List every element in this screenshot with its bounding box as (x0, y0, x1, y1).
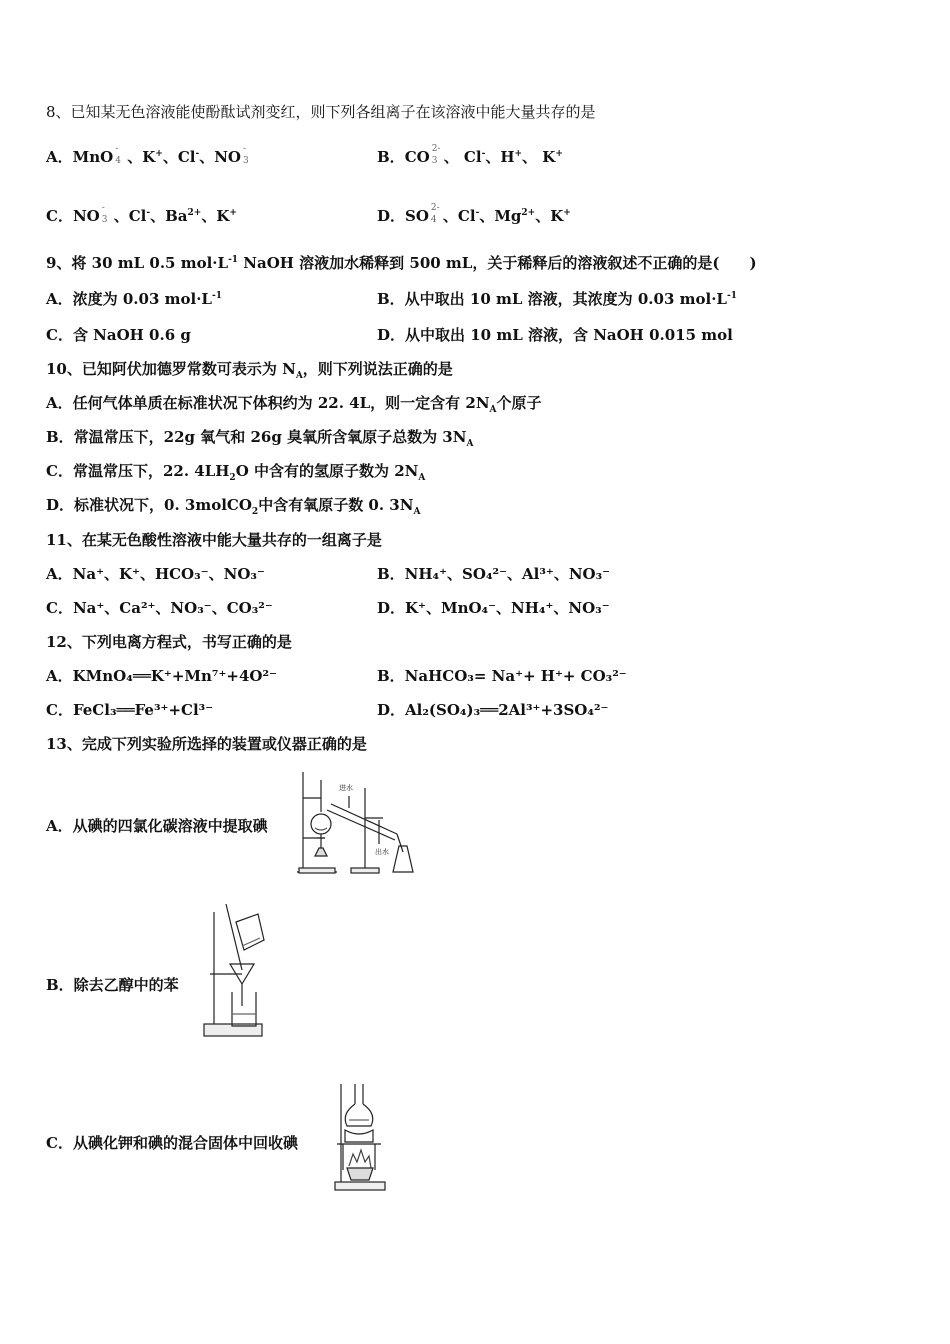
sublimation-apparatus-figure (333, 1080, 389, 1192)
q12-option-b[interactable]: B．NaHCO₃= Na⁺+ H⁺+ CO₃²⁻ (377, 667, 627, 685)
water-in-label: 进水 (339, 784, 353, 792)
q9-option-a[interactable]: A．浓度为 0.03 $mol\cdot L^{-1}$ (46, 290, 222, 308)
water-out-label: 出水 (375, 848, 389, 856)
q13-stem: 13、完成下列实验所选择的装置或仪器正确的是 (46, 735, 367, 753)
distillation-apparatus-figure (295, 768, 415, 876)
q10-option-c[interactable]: C．常温常压下，22. $4LH_2O$ 中含有的氢原子数为 $2N_A$ (46, 462, 426, 483)
q8-option-b[interactable]: B．CO 2- 3 、 Cl-、H+、 K+ (377, 144, 563, 166)
q12-option-d[interactable]: D．Al₂(SO₄)₃══2Al³⁺+3SO₄²⁻ (377, 701, 609, 719)
q8-stem: 8、已知某无色溶液能使酚酞试剂变红，则下列各组离子在该溶液中能大量共存的是 (46, 103, 596, 121)
q10-option-a[interactable]: A．任何气体单质在标准状况下体积约为 22. 4L，则一定含有 $2N_A$个原子 (46, 394, 542, 415)
q11-stem: 11、在某无色酸性溶液中能大量共存的一组离子是 (46, 531, 382, 549)
q8-option-c[interactable]: C．NO - 3 、Cl-、$Ba^{2+}$、K+ (46, 203, 237, 225)
q9-option-c[interactable]: C．含 NaOH 0.6 g (46, 326, 191, 344)
q10-option-b[interactable]: B．常温常压下，22g 氧气和 26g 臭氧所含氧原子总数为 $3N_A$ (46, 428, 474, 449)
q12-option-a[interactable]: A．KMnO₄══K⁺+Mn⁷⁺+4O²⁻ (46, 667, 277, 685)
q11-option-c[interactable]: C．Na⁺、Ca²⁺、NO₃⁻、CO₃²⁻ (46, 599, 273, 617)
q13-option-a[interactable]: A．从碘的四氯化碳溶液中提取碘 (46, 817, 268, 835)
q13-option-b[interactable]: B．除去乙醇中的苯 (46, 976, 179, 994)
q10-stem: 10、已知阿伏加德罗常数可表示为 $N_A$，则下列说法正确的是 (46, 360, 453, 381)
q9-stem: 9、将 30 mL 0.5 $mol\cdot L^{-1}$ NaOH 溶液加水稀释到 500 mL，关于稀释后的溶液叙述不正确的是( ) (46, 254, 757, 272)
q9-option-b[interactable]: B．从中取出 10 mL 溶液，其浓度为 0.03 $mol\cdot L^{-1}$ (377, 290, 737, 308)
q8-option-a[interactable]: A．MnO - 4 、K+、Cl-、NO - 3 (46, 144, 249, 166)
q12-stem: 12、下列电离方程式，书写正确的是 (46, 633, 292, 651)
q10-option-d[interactable]: D．标准状况下，0. 3molCO$_2$中含有氧原子数 0. $3N_A$ (46, 496, 421, 517)
q9-option-d[interactable]: D．从中取出 10 mL 溶液，含 NaOH 0.015 mol (377, 326, 733, 344)
q11-option-b[interactable]: B．NH₄⁺、SO₄²⁻、Al³⁺、NO₃⁻ (377, 565, 611, 583)
q8-option-d[interactable]: D．SO 2- 4 、Cl-、$Mg^{2+}$、K+ (377, 203, 571, 225)
q11-option-a[interactable]: A．Na⁺、K⁺、HCO₃⁻、NO₃⁻ (46, 565, 265, 583)
q11-option-d[interactable]: D．K⁺、MnO₄⁻、NH₄⁺、NO₃⁻ (377, 599, 610, 617)
q12-option-c[interactable]: C．FeCl₃══Fe³⁺+Cl³⁻ (46, 701, 214, 719)
q13-option-c[interactable]: C．从碘化钾和碘的混合固体中回收碘 (46, 1134, 298, 1152)
filtration-apparatus-figure (202, 902, 272, 1042)
